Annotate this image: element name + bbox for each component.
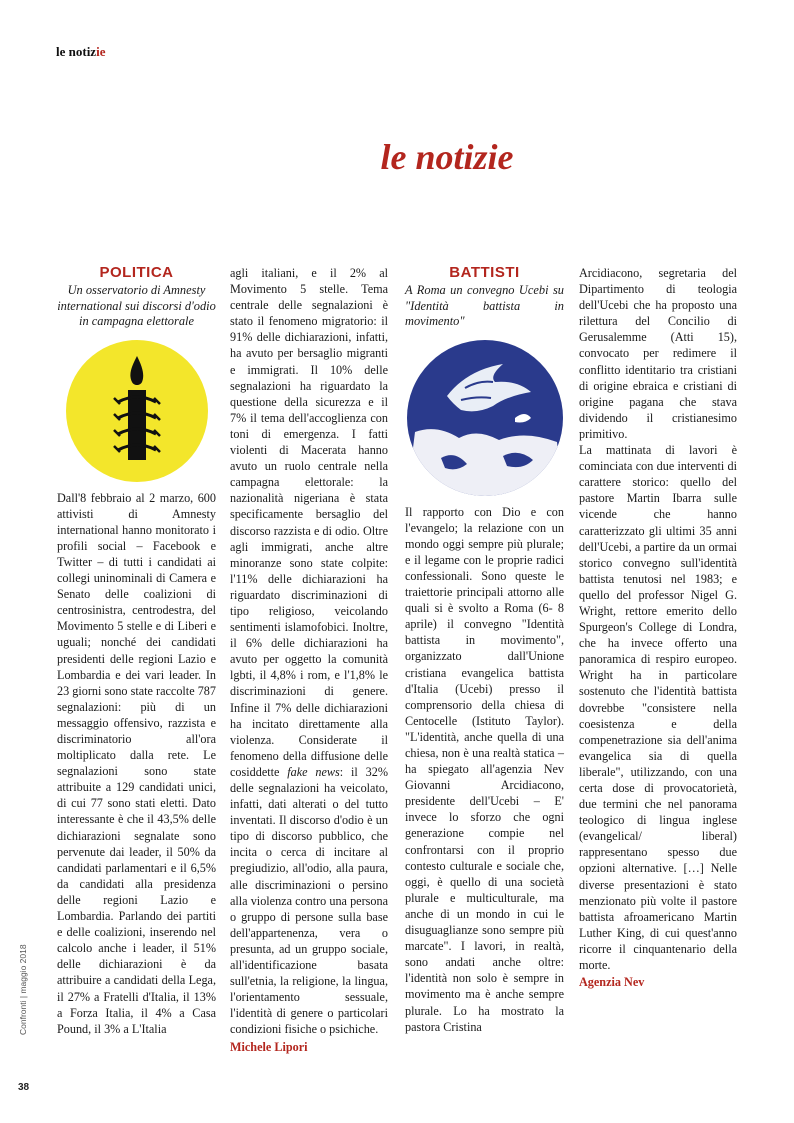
running-head: le notizie bbox=[56, 44, 106, 59]
page-number: 38 bbox=[18, 1082, 30, 1093]
column-politica-2 bbox=[230, 265, 388, 1055]
section-title-battisti: BATTISTI bbox=[449, 264, 520, 281]
subtitle-battisti: A Roma un convegno Ucebi su "Identità battista in movimento" bbox=[405, 283, 564, 329]
subtitle-politica: Un osservatorio di Amnesty international sui discorsi d'odio in campagna elettorale bbox=[57, 283, 216, 329]
article-text-battisti-2: Arcidiacono, segretaria del Dipartimento di teologia dell'Ucebi che ha proposto una rilettura del Concilio di Gerusalemme (Atti 15), convocato per redimere il conflitto identitario tra cristiani di origine ebraica e cristiani di origine pagana che stava dividendo il cristianesimo primitivo. bbox=[579, 266, 737, 441]
column-battisti-2 bbox=[579, 265, 737, 990]
article-text-battisti-3: La mattinata di lavori è cominciata con due interventi di carattere storico: quello del pastore Martin Ibarra sulle vicende che hanno caratterizzato gli ultimi 35 anni dell'Ucebi, a partire da un ormai storico convegno sull'identità battista tenutosi nel 1983; e quello del professor Nigel G. Wright, rettore emerito dello Spurgeon's College di Londra, che ha invece offerto una panoramica di respiro europeo. Wright ha in particolare sostenuto che l'identità battista dovrebbe "consistere nella coesistenza e della compenetrazione sia dell'anima evangelica sia di quella liberale", utilizzando, con una certa dose di provocatorietà, due termini che nel panorama teologico di lingua inglese (evangelical/ liberal) rappresentano spesso due opzioni alternative. […] Nelle diverse presentazioni è stato menzionato più volte il pastore battista afroamericano Martin Luther King, di cui quest'anno ricorre il cinquantenario della morte. bbox=[579, 443, 737, 973]
article-text-battisti-1: Il rapporto con Dio e con l'evangelo; la relazione con un mondo oggi sempre più plurale; e il legame con le proprie radici confessionali. Sono queste le traiettorie principali attorno alle quali si è svolto a Roma (6- 8 aprile) il convegno "Identità battista in movimento", organizzato dall'Unione cristiana evangelica battista d'Italia (Ucebi) presso il comprensorio della chiesa di Centocelle (Istituto Taylor). "L'identità, anche quella di una chiesa, non è una realtà statica – ha spiegato all'agenzia Nev Giovanni Arcidiacono, presidente dell'Ucebi – E' invece lo sforzo che ogni generazione compie nel confrontarsi con il proprio contesto culturale e sociale che, oggi, è quello di una società plurale e multiculturale, ma anche di un mondo in cui le disuguaglianze sono sempre più marcate". I lavori, in realtà, sono andati anche oltre: l'identità non solo è sempre in movimento ma è anche sempre plurale. Lo ha mostrato la pastora Cristina bbox=[405, 504, 564, 1034]
column-battisti-1 bbox=[405, 265, 564, 1035]
page-title: le notizie bbox=[380, 137, 514, 177]
article-text-politica-1: Dall'8 febbraio al 2 marzo, 600 attivisti di Amnesty international hanno monitorato i profili social – Facebook e Twitter – di tutti i candidati ai collegi uninominali di Camera e Senato delle coalizioni di centrosinistra, centrodestra, del Movimento 5 stelle e di Liberi e uguali; nonché dei candidati presidenti delle regioni Lazio e Lombardia e dei vari leader. In 23 giorni sono state raccolte 787 segnalazioni: più di un messaggio offensivo, razzista e discriminatorio all'ora moltiplicato dalla rete. Le segnalazioni sono state attribuite a 129 candidati unici, di cui 77 sono stati eletti. Dato interessante è che il 43,5% delle dichiarazioni segnalate sono pervenute dai leader, il 50% da candidati parlamentari e il 6,5% da candidati alla presidenza delle regioni Lazio e Lombardia. Parlando dei partiti e delle coalizioni, inserendo nel calcolo anche i leader, il 51% delle dichiarazioni è da attribuire a candidati della Lega, il 27% a Fratelli d'Italia, il 13% a Forza Italia, il 4% a Casa Pound, il 3% a L'Italia bbox=[57, 490, 216, 1036]
amnesty-candle-icon bbox=[66, 340, 208, 482]
column-politica-1 bbox=[57, 265, 216, 1037]
dove-globe-illustration bbox=[407, 340, 563, 496]
article-text-politica-2: agli italiani, e il 2% al Movimento 5 stelle. Tema centrale delle segnalazioni è stato il fenomeno migratorio: il 91% delle dichiarazioni, infatti, ha avuto per bersaglio migranti e immigrati. Il 10% delle segnalazioni ha riguardato la questione della sicurezza e il 7% il tema dell'accoglienza con toni di emergenza. I fatti violenti di Macerata hanno avuto un ruolo centrale nella campagna elettorale: la nazionalità nigeriana è stata specificamente bersaglio del discorso razzista e di odio. Oltre agli immigrati, anche altre minoranze sono state colpite: l'11% delle dichiarazioni ha riguardato discriminazioni di tipo religioso, veicolando sentimenti islamofobici. Inoltre, il 6% delle dichiarazioni ha avuto per oggetto la comunità lgbti, il 4,8% i rom, e l'1,8% le discriminazioni di genere. Infine il 7% delle dichiarazioni ha incitato direttamente alla violenza. Considerate il fenomeno della diffusione delle cosiddette fake news: il 32% delle segnalazioni ha veicolato, infatti, dati alterati o del tutto inventati. Il discorso d'odio è un tipo di discorso pubblico, che incita o cerca di incitare al pregiudizio, all'odio, alla paura, alle discriminazioni o persino alla violenza contro una persona o gruppo di persone sulla base dell'appartenenza, vera o presunta, ad un gruppo sociale, all'identificazione basata sull'etnia, la religione, la lingua, l'orientamento sessuale, l'identità di genere o particolari condizioni fisiche o psichiche. bbox=[230, 266, 388, 1037]
byline-politica: Michele Lipori bbox=[230, 1039, 308, 1054]
side-footer: Confronti | maggio 2018 bbox=[18, 944, 28, 1035]
byline-battisti: Agenzia Nev bbox=[579, 975, 645, 990]
section-title-politica: POLITICA bbox=[99, 264, 174, 281]
